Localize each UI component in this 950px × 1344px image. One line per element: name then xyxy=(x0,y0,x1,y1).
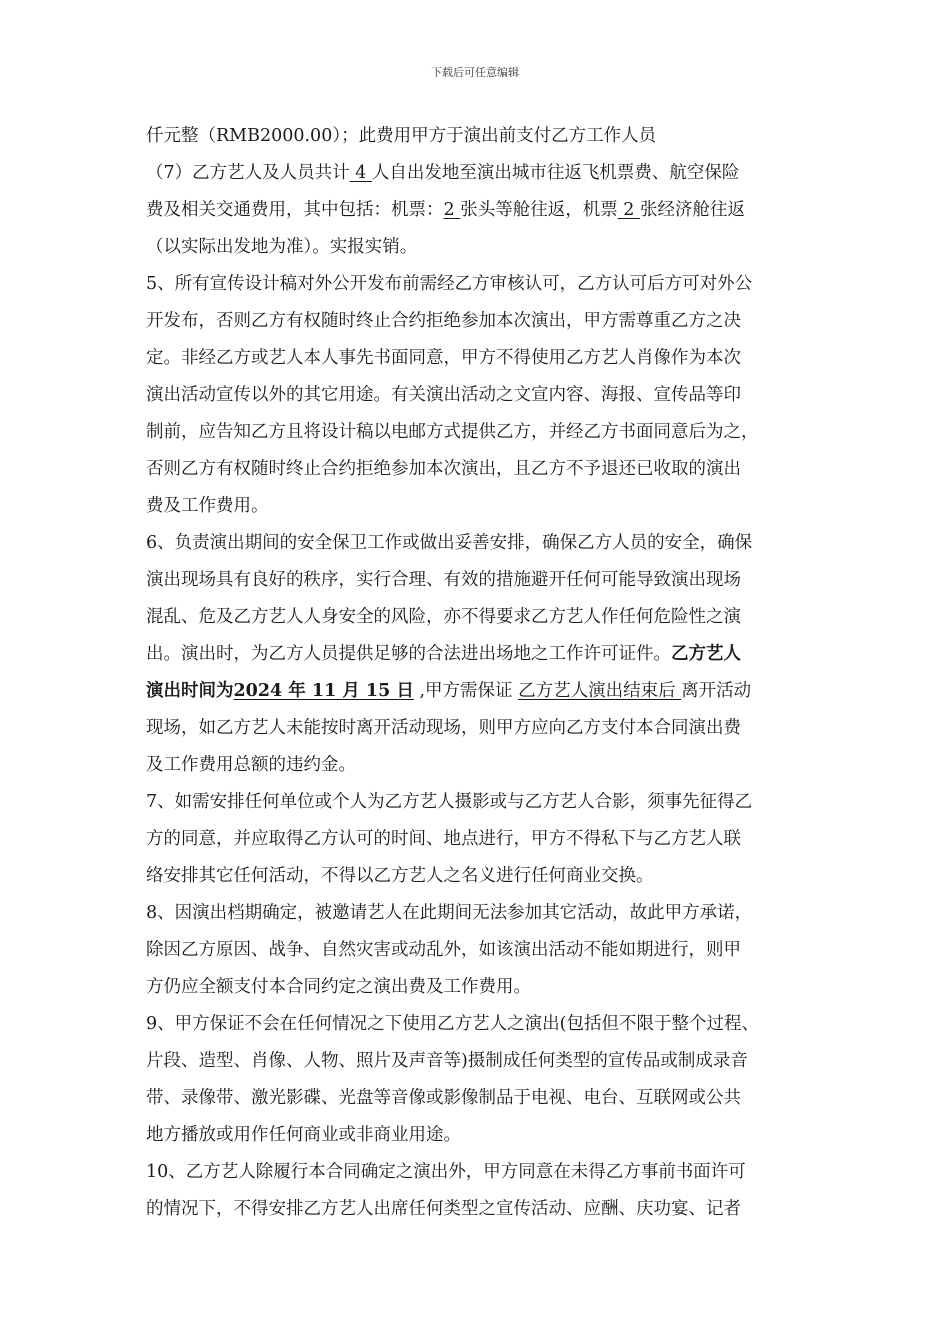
page-header: 下载后可任意编辑 xyxy=(431,66,519,79)
clause-8: 8、因演出档期确定，被邀请艺人在此期间无法参加其它活动，故此甲方承诺， xyxy=(146,903,753,923)
text-segment: 离开活动 xyxy=(681,681,752,701)
text-line: 定。非经乙方或艺人本人事先书面同意，甲方不得使用乙方艺人肖像作为本次 xyxy=(146,348,741,368)
text-line xyxy=(146,192,826,229)
text-segment: 费及相关交通费用，其中包括：机票： xyxy=(146,200,444,220)
text-line: 仟元整（RMB2000.00）；此费用甲方于演出前支付乙方工作人员 xyxy=(146,126,657,146)
text-line: 现场，如乙方艺人未能按时离开活动现场，则甲方应向乙方支付本合同演出费 xyxy=(146,718,741,738)
text-segment: 张头等舱往返，机票 xyxy=(460,200,618,220)
text-segment: 张经济舱往返 xyxy=(639,200,745,220)
text-line: 方的同意，并应取得乙方认可的时间、地点进行，甲方不得私下与乙方艺人联 xyxy=(146,829,741,849)
text-line: 络安排其它任何活动，不得以乙方艺人之名义进行任何商业交换。 xyxy=(146,866,654,886)
text-line: 带、录像带、激光影碟、光盘等音像或影像制品于电视、电台、互联网或公共 xyxy=(146,1088,741,1108)
text-line: 制前，应告知乙方且将设计稿以电邮方式提供乙方，并经乙方书面同意后为之， xyxy=(146,422,759,442)
text-line: 演出活动宣传以外的其它用途。有关演出活动之文宣内容、海报、宣传品等印 xyxy=(146,385,741,405)
text-line xyxy=(146,636,826,673)
economy-ticket-count: 2 xyxy=(617,200,640,220)
text-segment: 出。演出时，为乙方人员提供足够的合法进出场地之工作许可证件。 xyxy=(146,644,671,664)
people-count: 4 xyxy=(349,163,372,183)
text-line: 开发布，否则乙方有权随时终止合约拒绝参加本次演出，甲方需尊重乙方之决 xyxy=(146,311,741,331)
text-line: 及工作费用总额的违约金。 xyxy=(146,755,356,775)
text-line: 片段、造型、肖像、人物、照片及声音等)摄制成任何类型的宣传品或制成录音 xyxy=(146,1051,748,1071)
text-line: 混乱、危及乙方艺人人身安全的风险，亦不得要求乙方艺人作任何危险性之演 xyxy=(146,607,741,627)
clause-5: 5、所有宣传设计稿对外公开发布前需经乙方审核认可，乙方认可后方可对外公 xyxy=(146,274,753,294)
text-line: 除因乙方原因、战争、自然灾害或动乱外，如该演出活动不能如期进行，则甲 xyxy=(146,940,741,960)
text-line: 地方播放或用作任何商业或非商业用途。 xyxy=(146,1125,461,1145)
text-segment: 人自出发地至演出城市往返飞机票费、航空保险 xyxy=(371,163,740,183)
contract-body xyxy=(146,118,826,1228)
text-line xyxy=(146,673,826,710)
text-line: 费及工作费用。 xyxy=(146,496,269,516)
clause-7: 7、如需安排任何单位或个人为乙方艺人摄影或与乙方艺人合影，须事先征得乙 xyxy=(146,792,753,812)
text-line: 方仍应全额支付本合同约定之演出费及工作费用。 xyxy=(146,977,531,997)
bold-text: 乙方艺人 xyxy=(671,644,741,664)
text-line: （以实际出发地为准）。实报实销。 xyxy=(146,237,418,257)
text-line xyxy=(146,155,826,192)
text-line: 演出现场具有良好的秩序，实行合理、有效的措施避开任何可能导致演出现场 xyxy=(146,570,741,590)
clause-10: 10、乙方艺人除履行本合同确定之演出外，甲方同意在未得乙方事前书面许可 xyxy=(146,1162,746,1182)
clause-9: 9、甲方保证不会在任何情况之下使用乙方艺人之演出(包括但不限于整个过程、 xyxy=(146,1014,759,1034)
text-line: 否则乙方有权随时终止合约拒绝参加本次演出，且乙方不予退还已收取的演出 xyxy=(146,459,741,479)
performance-date: 2024 年 11 月 15 日 xyxy=(233,681,414,701)
bold-text: 演出时间为 xyxy=(146,681,234,701)
leave-time-condition: 乙方艺人演出结束后 xyxy=(518,681,682,701)
text-line: 的情况下，不得安排乙方艺人出席任何类型之宣传活动、应酬、庆功宴、记者 xyxy=(146,1199,741,1219)
text-segment: ,甲方需保证 xyxy=(413,681,519,701)
text-segment: （7）乙方艺人及人员共计 xyxy=(146,163,350,183)
clause-6: 6、负责演出期间的安全保卫工作或做出妥善安排，确保乙方人员的安全，确保 xyxy=(146,533,753,553)
first-class-ticket-count: 2 xyxy=(443,200,461,220)
